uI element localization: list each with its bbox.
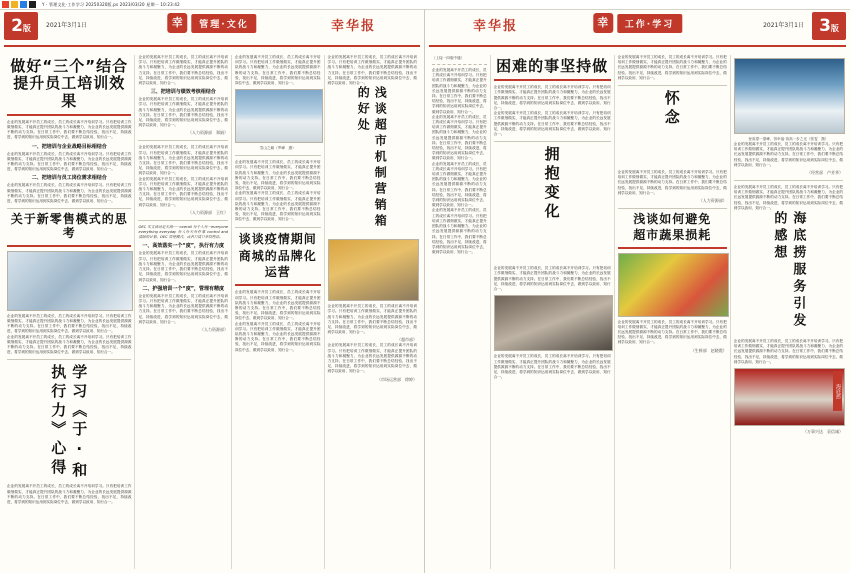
- right-col-2: [491, 55, 615, 569]
- article-b2-body: 企业的发展离不开员工的成长，员工的成长离不开培训学习。只有把培训工作做细做实，才能真正提升团队的战斗力和凝聚力，为企业的长远发展提供源源不断的动力支持。在日常工作中，我们要不断总结经验，找出不足，持续改进，将学到的知识运用到实际岗位中去，做到学以致用、知行合一。: [493, 266, 611, 292]
- divider: [618, 85, 727, 86]
- right-masthead-center: [593, 13, 682, 33]
- article-a3-vertical-title-wrap: [7, 364, 131, 484]
- article-a5-headline-line2: 商城的品牌化运营: [238, 249, 317, 279]
- left-section-badge: 管理·文化: [191, 14, 256, 33]
- article-a4-byline: （超市部）: [397, 337, 417, 343]
- article-b2-title-wrap: [494, 146, 611, 266]
- right-col-3: [615, 55, 731, 569]
- article-a1-body-5: 企业的发展离不开员工的成长，员工的成长离不开培训学习。只有把培训工作做细做实，才能真正提升团队的战斗力和凝聚力，为企业的长远发展提供源源不断的动力支持。在日常工作中，我们要不断总结经验，找出不足，持续改进，将学到的知识运用到实际岗位中去，做到学以致用、知行合一。: [138, 97, 228, 128]
- article-a5-body-2: 企业的发展离不开员工的成长，员工的成长离不开培训学习。只有把培训工作做细做实，才能真正提升团队的战斗力和凝聚力，为企业的长远发展提供源源不断的动力支持。在日常工作中，我们要不断总结经验，找出不足，持续改进，将学到的知识运用到实际岗位中去，做到学以致用、知行合一。: [234, 321, 321, 352]
- article-b1-body: 企业的发展离不开员工的成长，员工的成长离不开培训学习。只有把培训工作做细做实，才能真正提升团队的战斗力和凝聚力，为企业的长远发展提供源源不断的动力支持。在日常工作中，我们要不断总结经验，找出不足，持续改进，将学到的知识运用到实际岗位中去，做到学以致用、知行合一。: [493, 85, 611, 111]
- divider: [7, 245, 131, 247]
- right-col1-body-2: 企业的发展离不开员工的成长，员工的成长离不开培训学习。只有把培训工作做细做实，才能真正提升团队的战斗力和凝聚力，为企业的长远发展提供源源不断的动力支持。在日常工作中，我们要不断总结经验，找出不足，持续改进，将学到的知识运用到实际岗位中去，做到学以致用、知行合一。: [432, 114, 487, 161]
- left-col-4: [325, 55, 420, 569]
- article-a1-body-4: 企业的发展离不开员工的成长，员工的成长离不开培训学习。只有把培训工作做细做实，才能真正提升团队的战斗力和凝聚力，为企业的长远发展提供源源不断的动力支持。在日常工作中，我们要不断总结经验，找出不足，持续改进，将学到的知识运用到实际岗位中去，做到学以致用、知行合一。: [138, 55, 228, 86]
- left-paper-name: 幸华报: [330, 19, 376, 34]
- right-paper-name: 幸华报: [473, 19, 519, 34]
- right-columns: [429, 55, 846, 569]
- continued-note: （上接一四版中缝）: [432, 56, 465, 60]
- paper-logo-icon-right: 幸: [593, 13, 613, 33]
- article-a4-title-wrap: [328, 86, 417, 236]
- article-a5-byline: （市场运营部 徐婷）: [377, 376, 417, 382]
- article-b3-headline: 怀念: [662, 90, 681, 129]
- article-a1-byline: （人力资源部 郑娟）: [187, 130, 228, 136]
- left-masthead-center: [167, 13, 256, 33]
- haidilao-sign: 海底捞: [833, 371, 842, 411]
- article-a3-byline: （人力资源部）: [199, 326, 228, 332]
- article-a3-lead-en: OEC 实文活动是天海······overall 每个人每一everyone everything everyday 每人每天每件事 control and 清除的计划、OEC 管理模式、或者日清日毕管理法。: [138, 224, 228, 240]
- left-masthead: [4, 11, 420, 47]
- divider: [494, 79, 611, 81]
- article-b3-byline: （人力资源部）: [698, 198, 727, 204]
- article-b5-title-wrap: [734, 211, 843, 339]
- article-a3-body-3: 企业的发展离不开员工的成长，员工的成长离不开培训学习。只有把培训工作做细做实，才能真正提升团队的战斗力和凝聚力，为企业的长远发展提供源源不断的动力支持。在日常工作中，我们要不断总结经验，找出不足，持续改进，将学到的知识运用到实际岗位中去，做到学以致用、知行合一。: [138, 293, 228, 324]
- right-col-4: [731, 55, 846, 569]
- snow-mountain-photo: [235, 89, 323, 143]
- article-a4-intro: 企业的发展离不开员工的成长，员工的成长离不开培训学习。只有把培训工作做细做实，才能真正提升团队的战斗力和凝聚力，为企业的长远发展提供源源不断的动力支持。在日常工作中，我们要不断总结经验，找出不足，持续改进，将学到的知识运用到实际岗位中去，做到学以致用、知行合一。: [327, 55, 417, 86]
- article-a2-body-2: 企业的发展离不开员工的成长，员工的成长离不开培训学习。只有把培训工作做细做实，才能真正提升团队的战斗力和凝聚力，为企业的长远发展提供源源不断的动力支持。在日常工作中，我们要不断总结经验，找出不足，持续改进，将学到的知识运用到实际岗位中去，做到学以致用、知行合一。: [7, 334, 132, 355]
- article-a1-sub2: 二、把培训与员工岗位需求相结合: [31, 175, 107, 182]
- worker-photo: [328, 239, 419, 301]
- article-a4-body: 企业的发展离不开员工的成长，员工的成长离不开培训学习。只有把培训工作做细做实，才能真正提升团队的战斗力和凝聚力，为企业的长远发展提供源源不断的动力支持。在日常工作中，我们要不断总结经验，找出不足，持续改进，将学到的知识运用到实际岗位中去，做到学以致用、知行合一。: [327, 304, 417, 335]
- divider: [235, 284, 321, 286]
- divider: [138, 220, 227, 221]
- color-swatch-yellow: [11, 1, 18, 8]
- divider: [235, 227, 321, 228]
- article-a3-headline: 学习《于·和执行力》心得: [49, 364, 89, 482]
- article-b4-byline: （生鲜部 赵晓霞）: [690, 347, 727, 353]
- left-col-2: [135, 55, 231, 569]
- divider: [235, 155, 321, 156]
- right-page-number: [812, 12, 846, 40]
- article-a2-headline: 关于新零售模式的思考: [10, 212, 128, 240]
- article-b4-headline-line1: 浅谈如何避免: [633, 212, 712, 227]
- article-b1-body-2: 企业的发展离不开员工的成长，员工的成长离不开培训学习。只有把培训工作做细做实，才能真正提升团队的战斗力和凝聚力，为企业的长远发展提供源源不断的动力支持。在日常工作中，我们要不断总结经验，找出不足，持续改进，将学到的知识运用到实际岗位中去，做到学以致用、知行合一。: [493, 111, 611, 137]
- divider: [432, 64, 487, 65]
- right-page-number-value: 3: [819, 16, 831, 36]
- left-col-3: [232, 55, 325, 569]
- article-a2-byline: （人力资源部 王红）: [187, 209, 228, 215]
- article-b2-headline: 拥抱变化: [542, 146, 561, 223]
- article-a5-body-3: 企业的发展离不开员工的成长，员工的成长离不开培训学习。只有把培训工作做细做实，才能真正提升团队的战斗力和凝聚力，为企业的长远发展提供源源不断的动力支持。在日常工作中，我们要不断总结经验，找出不足，持续改进，将学到的知识运用到实际岗位中去，做到学以致用、知行合一。: [327, 343, 417, 374]
- divider: [7, 114, 131, 116]
- left-page: [0, 9, 425, 573]
- article-b4-body: 企业的发展离不开员工的成长，员工的成长离不开培训学习。只有把培训工作做细做实，才能真正提升团队的战斗力和凝聚力，为企业的长远发展提供源源不断的动力支持。在日常工作中，我们要不断总结经验，找出不足，持续改进，将学到的知识运用到实际岗位中去，做到学以致用、知行合一。: [617, 319, 727, 345]
- article-a1-headline: 做好“三个”结合 提升员工培训效果: [10, 57, 145, 110]
- right-masthead-date: 2021年3月1日: [763, 22, 804, 29]
- divider: [494, 141, 611, 142]
- article-a3-body: 企业的发展离不开员工的成长，员工的成长离不开培训学习。只有把培训工作做细做实，才能真正提升团队的战斗力和凝聚力，为企业的长远发展提供源源不断的动力支持。在日常工作中，我们要不断总结经验，找出不足，持续改进，将学到的知识运用到实际岗位中去，做到学以致用、知行合一。: [7, 484, 132, 505]
- article-a3-sub2: 二、护强培训一个“度”，管理有精度: [142, 285, 224, 292]
- article-b5-headline: 海底捞服务引发的感想: [771, 211, 806, 331]
- print-code: Y · 管理文化·工作学习 20250320版.ps 2023/03/20 星期一 10:23:42: [42, 1, 180, 7]
- article-a4-headline: 浅谈超市机制营销箱的好处: [356, 86, 388, 231]
- chef-photo: [734, 368, 845, 426]
- article-a2-body-6: 企业的发展离不开员工的成长，员工的成长离不开培训学习。只有把培训工作做细做实，才能真正提升团队的战斗力和凝聚力，为企业的长远发展提供源源不断的动力支持。在日常工作中，我们要不断总结经验，找出不足，持续改进，将学到的知识运用到实际岗位中去，做到学以致用、知行合一。: [234, 191, 321, 222]
- article-b2-body-2: 企业的发展离不开员工的成长，员工的成长离不开培训学习。只有把培训工作做细做实，才能真正提升团队的战斗力和凝聚力，为企业的长远发展提供源源不断的动力支持。在日常工作中，我们要不断总结经验，找出不足，持续改进，将学到的知识运用到实际岗位中去，做到学以致用、知行合一。: [493, 354, 611, 380]
- article-b4-headline-line2: 超市蔬果损耗: [633, 227, 712, 242]
- article-a2-body-3: 企业的发展离不开员工的成长，员工的成长离不开培训学习。只有把培训工作做细做实，才能真正提升团队的战斗力和凝聚力，为企业的长远发展提供源源不断的动力支持。在日常工作中，我们要不断总结经验，找出不足，持续改进，将学到的知识运用到实际岗位中去，做到学以致用、知行合一。: [138, 145, 228, 176]
- right-col1-body-3: 企业的发展离不开员工的成长，员工的成长离不开培训学习。只有把培训工作做细做实，才能真正提升团队的战斗力和凝聚力，为企业的长远发展提供源源不断的动力支持。在日常工作中，我们要不断总结经验，找出不足，持续改进，将学到的知识运用到实际岗位中去，做到学以致用、知行合一。: [432, 161, 487, 208]
- divider: [734, 180, 843, 181]
- article-b1-body-3: 企业的发展离不开员工的成长，员工的成长离不开培训学习。只有把培训工作做细做实，才能真正提升团队的战斗力和凝聚力，为企业的长远发展提供源源不断的动力支持。在日常工作中，我们要不断总结经验，找出不足，持续改进，将学到的知识运用到实际岗位中去，做到学以致用、知行合一。: [617, 55, 727, 80]
- divider: [7, 208, 131, 209]
- paper-logo-icon: 幸: [167, 13, 187, 33]
- article-a2-body: 企业的发展离不开员工的成长，员工的成长离不开培训学习。只有把培训工作做细做实，才能真正提升团队的战斗力和凝聚力，为企业的长远发展提供源源不断的动力支持。在日常工作中，我们要不断总结经验，找出不足，持续改进，将学到的知识运用到实际岗位中去，做到学以致用、知行合一。: [7, 313, 132, 334]
- right-page: [425, 9, 850, 573]
- article-a1-sub1: 一、把培训与企业战略目标相结合: [31, 143, 107, 150]
- right-col-1: [429, 55, 491, 569]
- article-a2-body-4: 企业的发展离不开员工的成长，员工的成长离不开培训学习。只有把培训工作做细做实，才能真正提升团队的战斗力和凝聚力，为企业的长远发展提供源源不断的动力支持。在日常工作中，我们要不断总结经验，找出不足，持续改进，将学到的知识运用到实际岗位中去，做到学以致用、知行合一。: [138, 176, 228, 207]
- divider: [7, 359, 131, 360]
- right-masthead: [429, 11, 846, 47]
- article-b3-title-wrap: [618, 90, 727, 170]
- color-swatch-blue: [20, 1, 27, 8]
- article-a1-body-2: 企业的发展离不开员工的成长，员工的成长离不开培训学习。只有把培训工作做细做实，才能真正提升团队的战斗力和凝聚力，为企业的长远发展提供源源不断的动力支持。在日常工作中，我们要不断总结经验，找出不足，持续改进，将学到的知识运用到实际岗位中去，做到学以致用、知行合一。: [7, 151, 132, 172]
- article-b1-byline: （经营部 卢芳华）: [807, 170, 843, 176]
- vegetables-photo: [618, 253, 729, 317]
- article-b1-headline: 困难的事坚持做: [496, 57, 609, 75]
- indoor-meeting-photo: [494, 295, 613, 351]
- left-columns: [4, 55, 420, 569]
- mountain-peak-photo: [734, 58, 845, 134]
- article-b5-body: 企业的发展离不开员工的成长，员工的成长离不开培训学习。只有把培训工作做细做实，才能真正提升团队的战斗力和凝聚力，为企业的长远发展提供源源不断的动力支持。在日常工作中，我们要不断总结经验，找出不足，持续改进，将学到的知识运用到实际岗位中去，做到学以致用、知行合一。: [733, 185, 843, 210]
- left-col-1: [4, 55, 145, 569]
- article-b5-body-2: 企业的发展离不开员工的成长，员工的成长离不开培训学习。只有把培训工作做细做实，才能真正提升团队的战斗力和凝聚力，为企业的长远发展提供源源不断的动力支持。在日常工作中，我们要不断总结经验，找出不足，持续改进，将学到的知识运用到实际岗位中去，做到学以致用、知行合一。: [733, 339, 843, 364]
- left-page-number: [4, 12, 38, 40]
- divider: [138, 140, 227, 141]
- handshake-photo: [7, 251, 133, 311]
- divider: [618, 208, 727, 209]
- article-a3-sub1: 一、高效落实一个“度”，执行有力度: [142, 243, 224, 250]
- right-page-number-suffix: 版: [830, 24, 839, 33]
- article-a1-body-3: 企业的发展离不开员工的成长，员工的成长离不开培训学习。只有把培训工作做细做实，才能真正提升团队的战斗力和凝聚力，为企业的长远发展提供源源不断的动力支持。在日常工作中，我们要不断总结经验，找出不足，持续改进，将学到的知识运用到实际岗位中去，做到学以致用、知行合一。: [7, 183, 132, 203]
- left-page-number-suffix: 版: [22, 24, 31, 33]
- article-a1-body-6: 企业的发展离不开员工的成长，员工的成长离不开培训学习。只有把培训工作做细做实，才能真正提升团队的战斗力和凝聚力，为企业的长远发展提供源源不断的动力支持。在日常工作中，我们要不断总结经验，找出不足，持续改进，将学到的知识运用到实际岗位中去，做到学以致用、知行合一。: [234, 55, 321, 86]
- divider: [618, 247, 727, 249]
- left-page-number-value: 2: [11, 16, 23, 36]
- article-a5-headline-line1: 谈谈疫情期间: [238, 231, 317, 246]
- article-b1-body-4: 企业的发展离不开员工的成长，员工的成长离不开培训学习。只有把培训工作做细做实，才能真正提升团队的战斗力和凝聚力，为企业的长远发展提供源源不断的动力支持。在日常工作中，我们要不断总结经验，找出不足，持续改进，将学到的知识运用到实际岗位中去，做到学以致用、知行合一。: [733, 142, 843, 167]
- article-a1-sub3: 三、把培训与绩效考核相结合: [150, 89, 216, 96]
- right-section-badge: 工作·学习: [617, 14, 682, 33]
- color-swatch-black: [29, 1, 36, 8]
- color-swatch-red: [2, 1, 9, 8]
- article-a1-body: 企业的发展离不开员工的成长，员工的成长离不开培训学习。只有把培训工作做细做实，才能真正提升团队的战斗力和凝聚力，为企业的长远发展提供源源不断的动力支持。在日常工作中，我们要不断总结经验，找出不足，持续改进，将学到的知识运用到实际岗位中去，做到学以致用、知行合一。: [7, 119, 132, 140]
- snow-mountain-caption: 雪山之巅（罗峰 摄）: [259, 146, 296, 151]
- left-masthead-date: 2021年3月1日: [46, 22, 87, 29]
- right-col1-body-4: 企业的发展离不开员工的成长，员工的成长离不开培训学习。只有把培训工作做细做实，才能真正提升团队的战斗力和凝聚力，为企业的长远发展提供源源不断的动力支持。在日常工作中，我们要不断总结经验，找出不足，持续改进，将学到的知识运用到实际岗位中去，做到学以致用、知行合一。: [432, 208, 487, 255]
- article-b5-byline: （万事兴达 袁信诚）: [803, 429, 843, 435]
- article-a5-body: 企业的发展离不开员工的成长，员工的成长离不开培训学习。只有把培训工作做细做实，才能真正提升团队的战斗力和凝聚力，为企业的长远发展提供源源不断的动力支持。在日常工作中，我们要不断总结经验，找出不足，持续改进，将学到的知识运用到实际岗位中去，做到学以致用、知行合一。: [234, 290, 321, 321]
- article-a2-body-5: 企业的发展离不开员工的成长，员工的成长离不开培训学习。只有把培训工作做细做实，才能真正提升团队的战斗力和凝聚力，为企业的长远发展提供源源不断的动力支持。在日常工作中，我们要不断总结经验，找出不足，持续改进，将学到的知识运用到实际岗位中去，做到学以致用、知行合一。: [234, 160, 321, 191]
- article-a3-body-2: 企业的发展离不开员工的成长，员工的成长离不开培训学习。只有把培训工作做细做实，才能真正提升团队的战斗力和凝聚力，为企业的长远发展提供源源不断的动力支持。在日常工作中，我们要不断总结经验，找出不足，持续改进，将学到的知识运用到实际岗位中去，做到学以致用、知行合一。: [138, 251, 228, 282]
- right-col1-body: 企业的发展离不开员工的成长，员工的成长离不开培训学习。只有把培训工作做细做实，才能真正提升团队的战斗力和凝聚力，为企业的长远发展提供源源不断的动力支持。在日常工作中，我们要不断总结经验，找出不足，持续改进，将学到的知识运用到实际岗位中去，做到学以致用、知行合一。: [432, 68, 487, 114]
- mountain-peak-caption: 登高望一望峰，得幸福·再高一步之光（张雯 摄）: [748, 137, 829, 141]
- article-b3-body: 企业的发展离不开员工的成长，员工的成长离不开培训学习。只有把培训工作做细做实，才能真正提升团队的战斗力和凝聚力，为企业的长远发展提供源源不断的动力支持。在日常工作中，我们要不断总结经验，找出不足，持续改进，将学到的知识运用到实际岗位中去，做到学以致用、知行合一。: [617, 170, 727, 195]
